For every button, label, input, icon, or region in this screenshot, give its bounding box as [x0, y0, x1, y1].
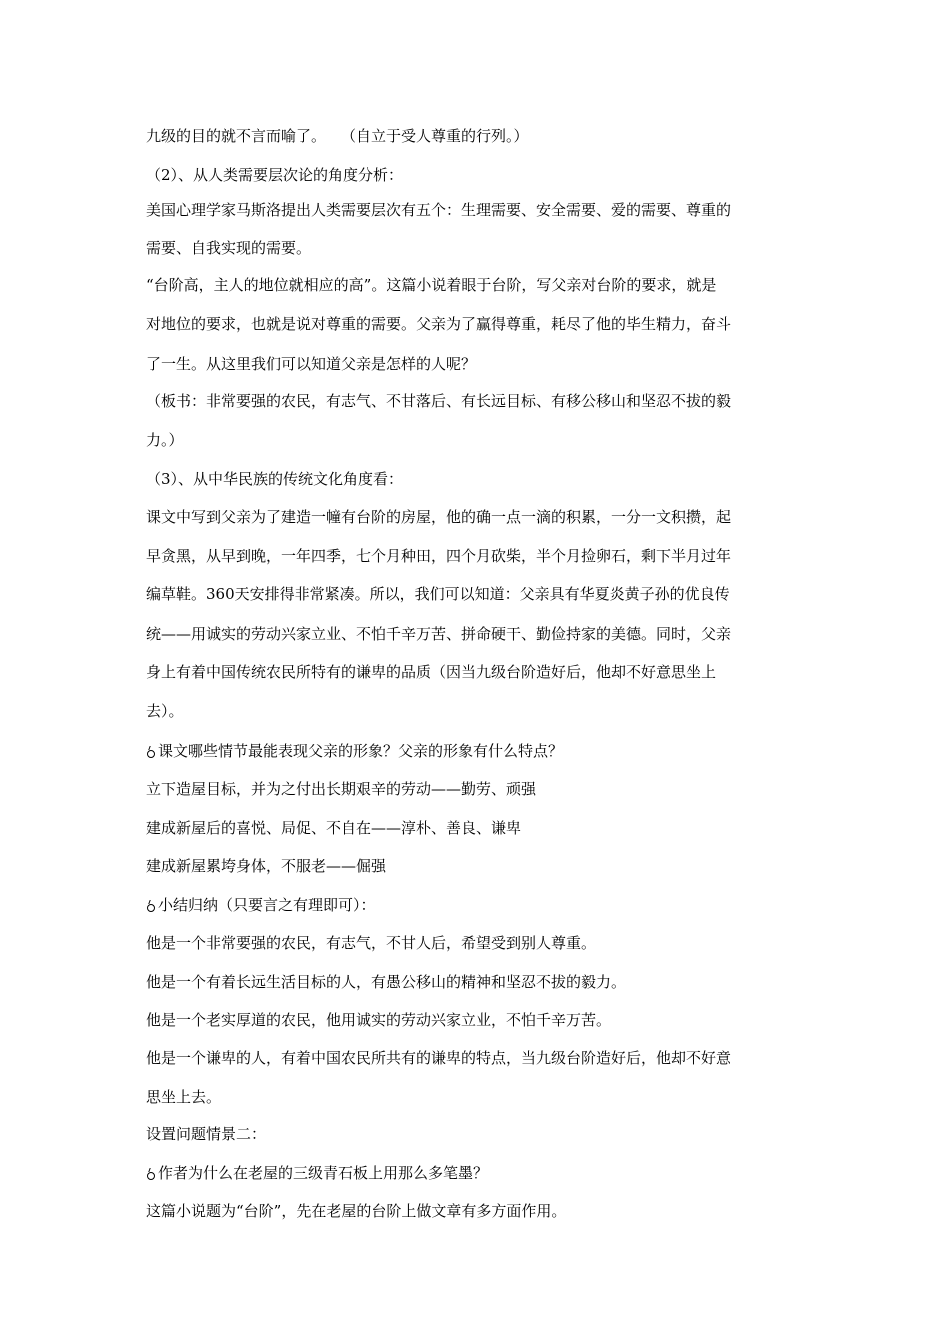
text-line: （2）、从人类需要层次论的角度分析：: [146, 166, 404, 184]
text-line: 去）。: [146, 702, 184, 720]
text-line: 思坐上去。: [146, 1088, 222, 1106]
text-line: 建成新屋累垮身体，不服老——倔强: [146, 857, 387, 875]
text-line: 小结归纳（只要言之有理即可）：: [146, 895, 826, 915]
text-line: 编草鞋。360天安排得非常紧凑。所以，我们可以知道：父亲具有华夏炎黄子孙的优良传: [146, 585, 730, 603]
text-line: 他是一个非常要强的农民，有志气，不甘人后，希望受到别人尊重。: [146, 934, 597, 952]
text-line: 他是一个有着长远生活目标的人，有愚公移山的精神和坚忍不拔的毅力。: [146, 973, 627, 991]
text-line: 统——用诚实的劳动兴家立业、不怕千辛万苦、拼命硬干、勤俭持家的美德。同时，父亲: [146, 625, 732, 643]
text-line: （板书：非常要强的农民，有志气、不甘落后、有长远目标、有移公移山和坚忍不拔的毅: [146, 392, 732, 410]
text-line: 了一生。从这里我们可以知道父亲是怎样的人呢？: [146, 355, 477, 373]
text-line: 力。）: [146, 431, 184, 449]
text-line: 身上有着中国传统农民所特有的谦卑的品质（因当九级台阶造好后，他却不好意思坐上: [146, 663, 717, 681]
text-line: 课文哪些情节最能表现父亲的形象？父亲的形象有什么特点？: [146, 741, 826, 761]
text-line: “台阶高，主人的地位就相应的高”。这篇小说着眼于台阶，写父亲对台阶的要求，就是: [146, 276, 717, 294]
text-line: 课文中写到父亲为了建造一幢有台阶的房屋，他的确一点一滴的积累，一分一文积攒，起: [146, 508, 732, 526]
text-line: 建成新屋后的喜悦、局促、不自在——淳朴、善良、谦卑: [146, 819, 522, 837]
text-line: 对地位的要求，也就是说对尊重的需要。父亲为了赢得尊重，耗尽了他的毕生精力，奋斗: [146, 315, 732, 333]
text-line: 他是一个老实厚道的农民，他用诚实的劳动兴家立业，不怕千辛万苦。: [146, 1011, 612, 1029]
bullet-marker-icon: [146, 1168, 155, 1179]
text-line: 九级的目的就不言而喻了。 （自立于受人尊重的行列。）: [146, 127, 529, 145]
text-line: （3）、从中华民族的传统文化角度看：: [146, 470, 404, 488]
bullet-marker-icon: [146, 746, 155, 757]
text-line: 他是一个谦卑的人，有着中国农民所共有的谦卑的特点，当九级台阶造好后，他却不好意: [146, 1049, 732, 1067]
text-line: 美国心理学家马斯洛提出人类需要层次有五个：生理需要、安全需要、爱的需要、尊重的: [146, 201, 732, 219]
text-line: 立下造屋目标，并为之付出长期艰辛的劳动——勤劳、顽强: [146, 780, 537, 798]
text-line: 设置问题情景二：: [146, 1125, 267, 1143]
text-line: 早贪黑，从早到晚，一年四季，七个月种田，四个月砍柴，半个月捡卵石，剩下半月过年: [146, 547, 732, 565]
bullet-marker-icon: [146, 900, 155, 911]
text-line: 需要、自我实现的需要。: [146, 239, 312, 257]
text-line: 这篇小说题为“台阶”，先在老屋的台阶上做文章有多方面作用。: [146, 1202, 567, 1220]
text-line: 作者为什么在老屋的三级青石板上用那么多笔墨？: [146, 1163, 826, 1183]
